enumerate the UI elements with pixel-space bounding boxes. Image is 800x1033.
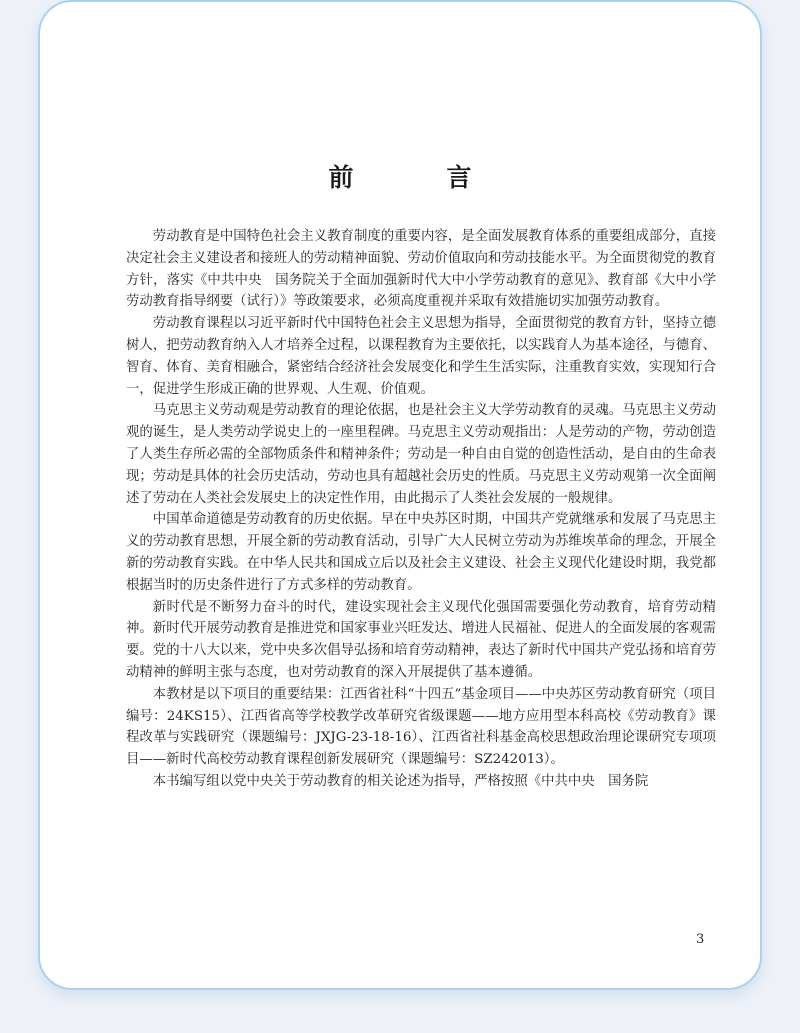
paragraph: 新时代是不断努力奋斗的时代，建设实现社会主义现代化强国需要强化劳动教育，培育劳动精神。新时代开展劳动教育是推进党和国家事业兴旺发达、增进人民福祉、促进人的全面发展的客观需要。党的十八大以来，党中央多次倡导弘扬和培育劳动精神，表达了新时代中国共产党弘扬和培育劳动精神的鲜明主张与态度，也对劳动教育的深入开展提供了基本遵循。 bbox=[126, 599, 716, 680]
paragraph: 劳动教育是中国特色社会主义教育制度的重要内容，是全面发展教育体系的重要组成部分，直接决定社会主义建设者和接班人的劳动精神面貌、劳动价值取向和劳动技能水平。为全面贯彻党的教育方针，落实《中共中央 国务院关于全面加强新时代大中小学劳动教育的意见》、教育部《大中小学劳动教育指导纲要（试行）》等政策要求，必须高度重视并采取有效措施切实加强劳动教育。 bbox=[126, 229, 716, 310]
paragraph: 中国革命道德是劳动教育的历史依据。早在中央苏区时期，中国共产党就继承和发展了马克思主义的劳动教育思想，开展全新的劳动教育活动，引导广大人民树立劳动为苏维埃革命的理念，开展全新的劳动教育实践。在中华人民共和国成立后以及社会主义建设、社会主义现代化建设时期，我党都根据当时的历史条件进行了方式多样的劳动教育。 bbox=[126, 512, 716, 593]
preface-body bbox=[126, 226, 716, 793]
page-title: 前 言 bbox=[328, 163, 506, 192]
paragraph: 劳动教育课程以习近平新时代中国特色社会主义思想为指导，全面贯彻党的教育方针，坚持立德树人，把劳动教育纳入人才培养全过程，以课程教育为主要依托，以实践育人为基本途径，与德育、智育、体育、美育相融合，紧密结合经济社会发展变化和学生生活实际，注重教育实效，实现知行合一，促进学生形成正确的世界观、人生观、价值观。 bbox=[126, 316, 716, 397]
paragraph: 本教材是以下项目的重要结果：江西省社科“十四五”基金项目——中央苏区劳动教育研究（项目编号：24KS15）、江西省高等学校教学改革研究省级课题——地方应用型本科高校《劳动教育》课程改革与实践研究（课题编号：JXJG-23-18-16）、江西省社科基金高校思想政治理论课研究专项项目——新时代高校劳动教育课程创新发展研究（课题编号：SZ242013）。 bbox=[126, 686, 716, 768]
page-number: 3 bbox=[696, 932, 705, 947]
paragraph: 本书编写组以党中央关于劳动教育的相关论述为指导，严格按照《中共中央 国务院 bbox=[152, 773, 649, 789]
page-card bbox=[38, 0, 762, 990]
paragraph: 马克思主义劳动观是劳动教育的理论依据，也是社会主义大学劳动教育的灵魂。马克思主义劳动观的诞生，是人类劳动学说史上的一座里程碑。马克思主义劳动观指出：人是劳动的产物，劳动创造了人类生存所必需的全部物质条件和精神条件；劳动是一种自由自觉的创造性活动，是自由的生命表现；劳动是具体的社会历史活动，劳动也具有超越社会历史的性质。马克思主义劳动观第一次全面阐述了劳动在人类社会发展史上的决定性作用，由此揭示了人类社会发展的一般规律。 bbox=[126, 403, 716, 506]
